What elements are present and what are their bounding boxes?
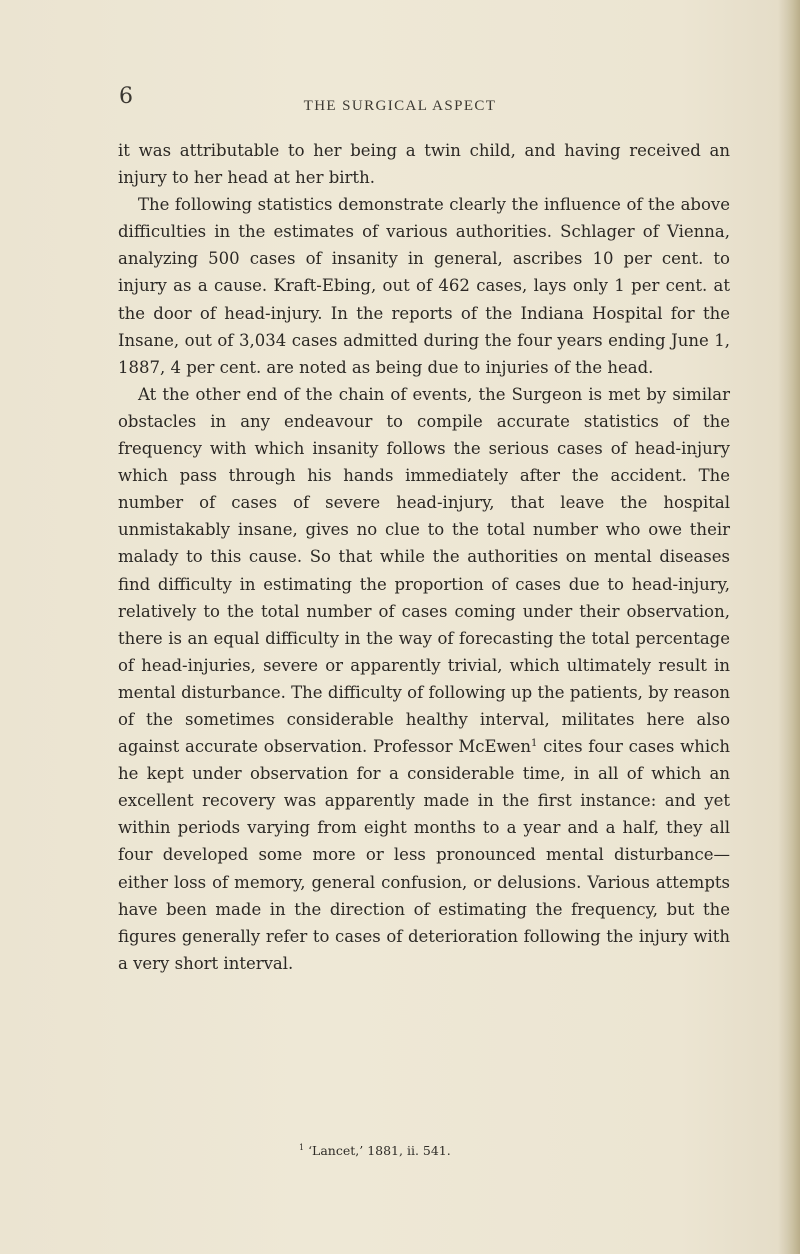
footnote-reference: 1 xyxy=(531,738,538,750)
footnote xyxy=(299,1143,451,1158)
footnote-text: ‘Lancet,’ 1881, ii. 541. xyxy=(308,1143,451,1158)
paragraph-continuation: it was attributable to her being a twin child, and having received an injury to her head at her birth. xyxy=(118,141,730,188)
running-head: THE SURGICAL ASPECT xyxy=(303,98,497,114)
paragraph-statistics: The following statistics demonstrate clearly the influence of the above difficulties in the estimates of various authorities. Schlager of Vienna, analyzing 500 cases of insanity in general, ascribes 10 per cent. to injury as a cause. Kraft-Ebing, out of 462 cases, lays only 1 per cent. at the door of head-injury. In the reports of the Indiana Hospital for the Insane, out of 3,034 cases admitted during the four years ending June 1, 1887, 4 per cent. are noted as being due to injuries of the head. xyxy=(118,195,730,377)
page-edge-shadow xyxy=(778,0,800,1254)
body-text xyxy=(118,137,730,977)
footnote-marker: 1 xyxy=(299,1143,305,1152)
page-number: 6 xyxy=(119,84,133,109)
paragraph-surgeon-obstacles xyxy=(118,381,730,977)
paragraph-text-part-2: cites four cases which he kept under observation for a considerable time, in all of which an excellent recovery was apparently made in the first instance: and yet within periods varying from eight months to a year and a half, they all four developed some more or less pronounced mental disturbance—either loss of memory, general confusion, or delusions. Various attempts have been made in the direction of estimating the frequency, but the figures generally refer to cases of deterioration following the injury with a very short interval. xyxy=(118,737,730,973)
paragraph-text-part-1: At the other end of the chain of events, the Surgeon is met by similar obstacles in any endeavour to compile accurate statistics of the frequency with which insanity follows the serious cases of head-injury which pass through his hands immediately after the accident. The number of cases of severe head-injury, that leave the hospital unmistakably insane, gives no clue to the total number who owe their malady to this cause. So that while the authorities on mental diseases find difficulty in estimating the proportion of cases due to head-injury, relatively to the total number of cases coming under their observation, there is an equal difficulty in the way of forecasting the total percentage of head-injuries, severe or apparently trivial, which ultimately result in mental disturbance. The difficulty of following up the patients, by reason of the sometimes considerable healthy interval, militates here also against accurate observation. Professor McEwen xyxy=(118,384,730,757)
